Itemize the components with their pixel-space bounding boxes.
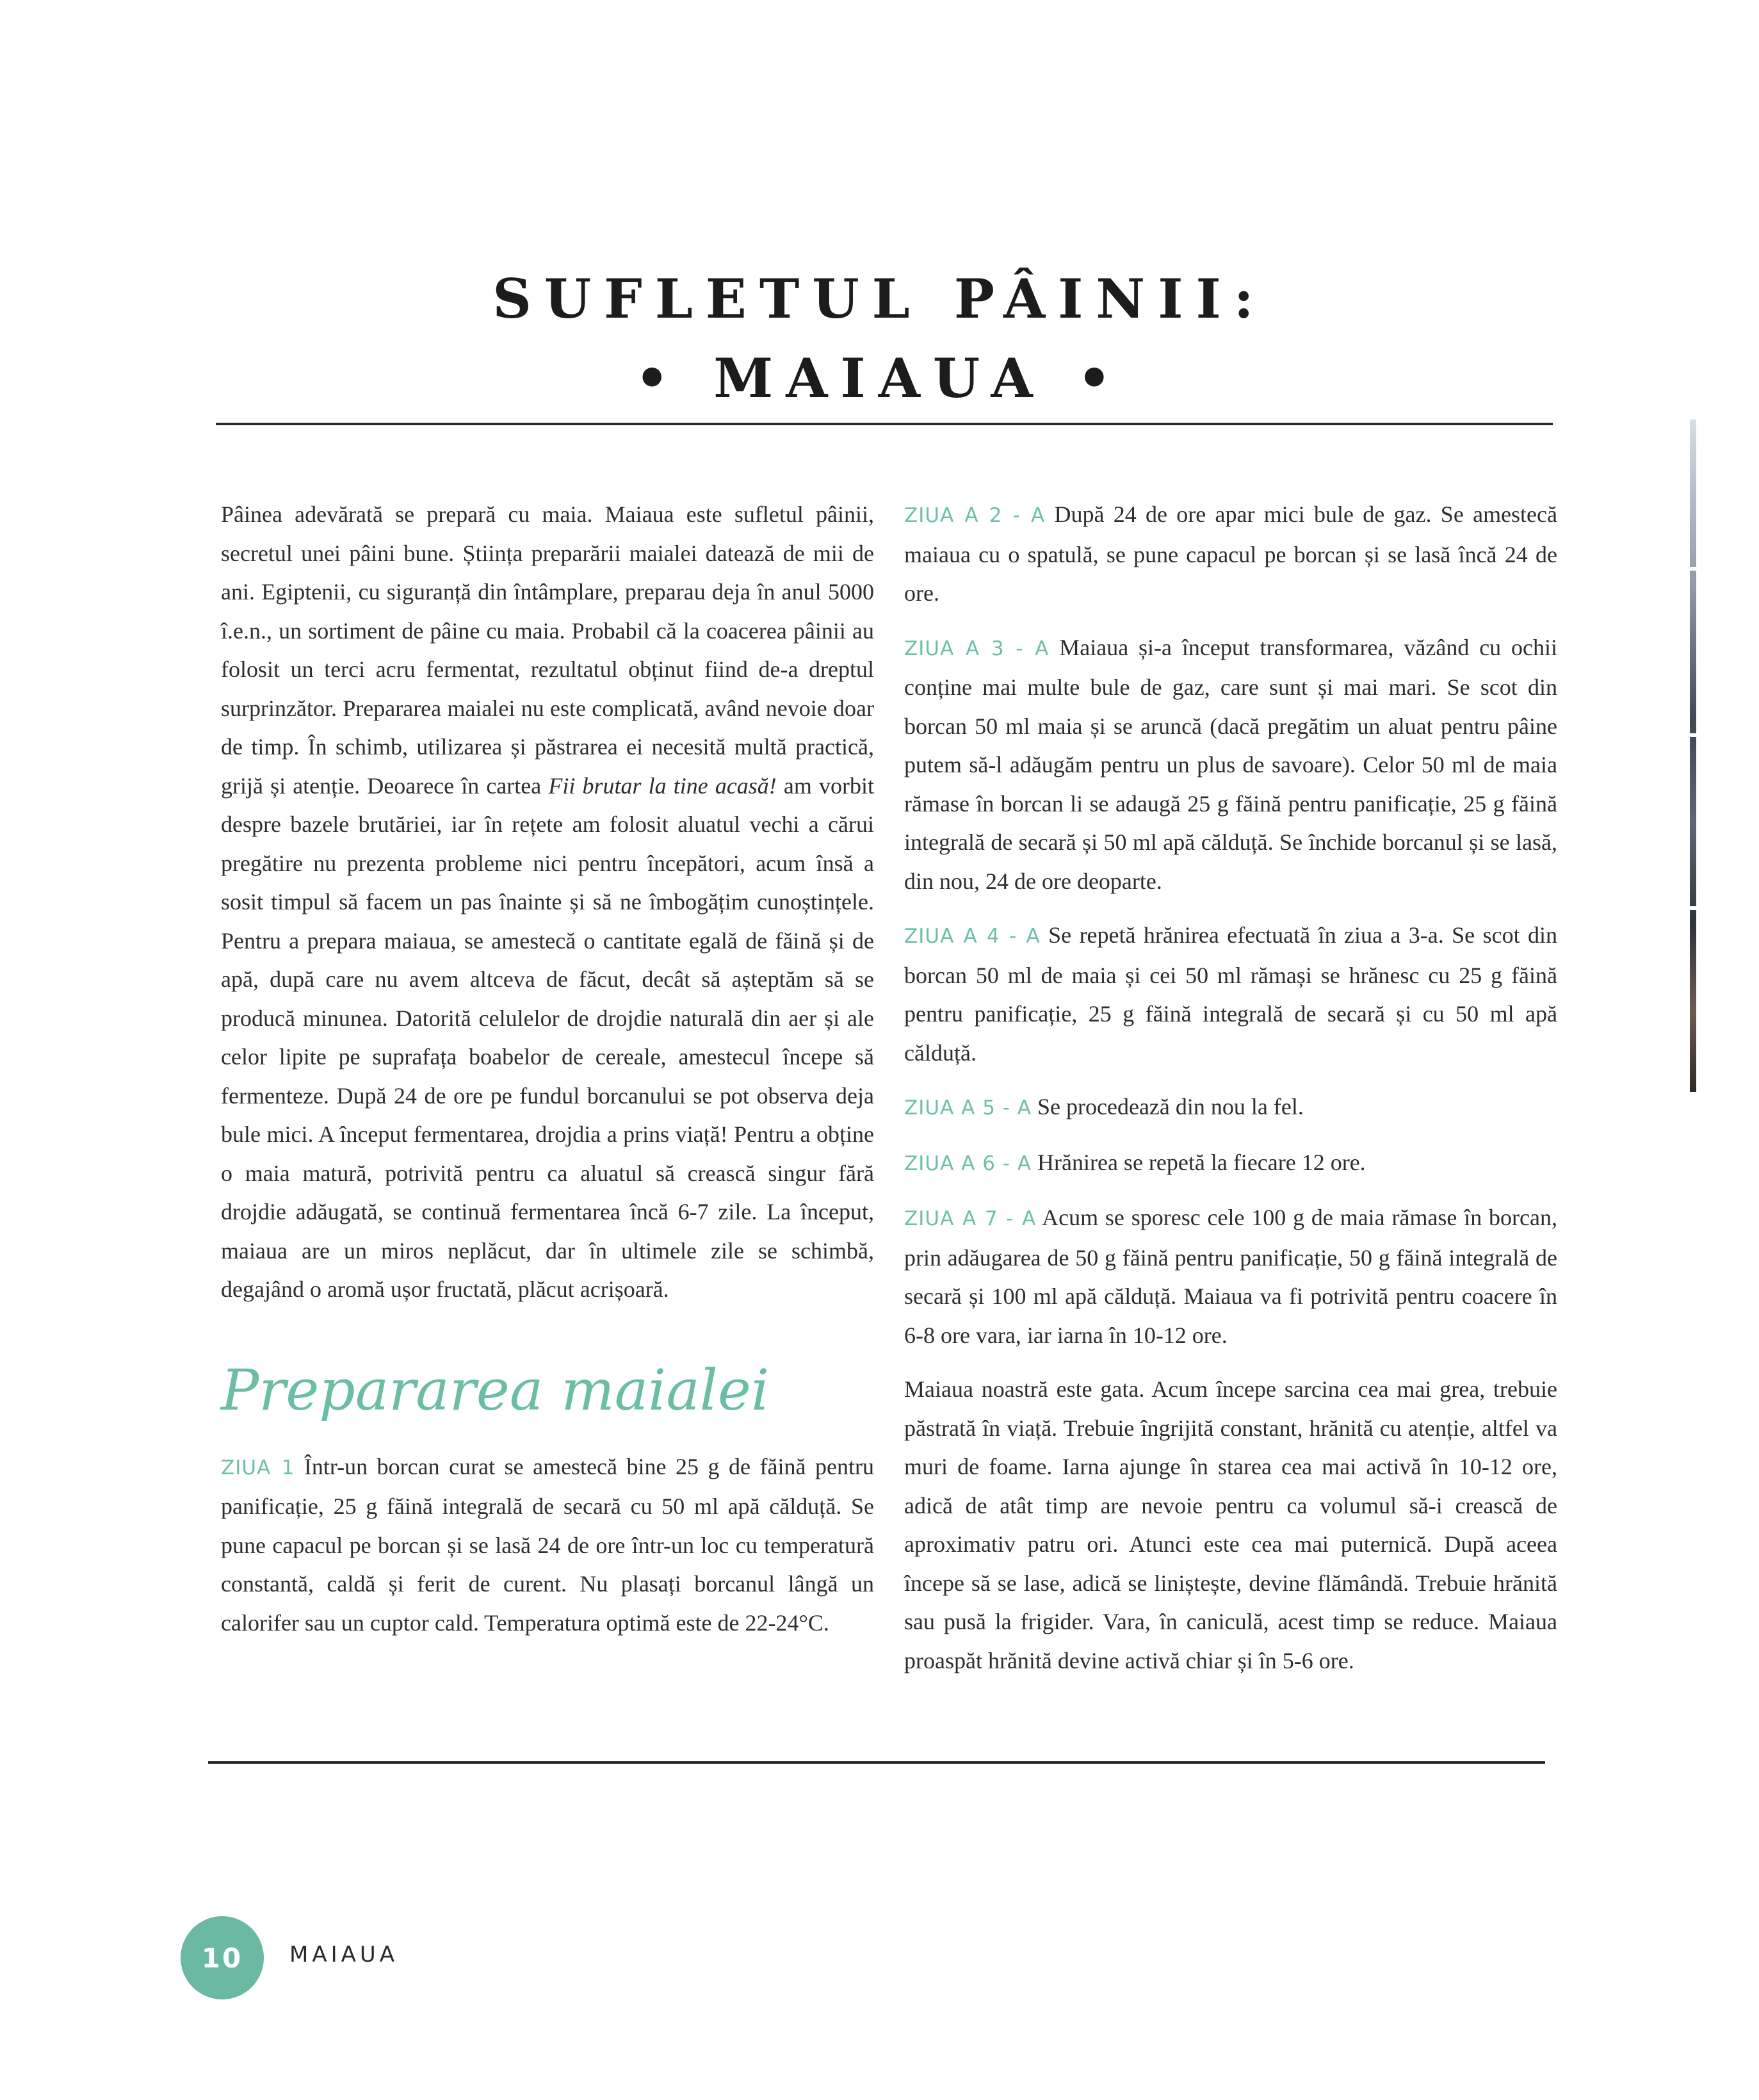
day-1-paragraph (221, 1447, 874, 1643)
title-line-1: SUFLETUL PÂINII: (492, 267, 1267, 330)
intro-text-b: am vorbit despre bazele brutăriei, iar în rețete am folosit aluatul vechi a cărui pregătire nu prezenta probleme nici pentru începători, acum însă a sosit timpul să facem un pas înainte și să ne îmbogățim cunoștințele. Pentru a prepara maiaua, se amestecă o cantitate egală de făină și de apă, după care nu avem altceva de făcut, decât să așteptăm să se producă minunea. Datorită celulelor de drojdie naturală din aer și ale celor lipite pe suprafața boabelor de cereale, amestecul începe să fermenteze. După 24 de ore pe fundul borcanului se pot observa deja bule mici. A început fermentarea, drojdia a prins viață! Pentru a obține o maia matură, potrivită pentru ca aluatul să crească singur fără drojdie adăugată, se continuă fermentarea încă 6-7 zile. La început, maiaua are un miros neplăcut, dar în ultimele zile se schimbă, degajând o aromă ușor fructată, plăcut acrișoară. (221, 772, 874, 1302)
edge-photo-strip (1690, 419, 1696, 1092)
day-3-paragraph (904, 628, 1557, 901)
left-column (221, 495, 874, 1642)
intro-paragraph (221, 495, 874, 1309)
edge-strip-tick (1690, 906, 1696, 910)
day-1-text: Într-un borcan curat se amestecă bine 25 g de făină pentru panificație, 25 g făină integrală de secară cu 50 ml apă călduță. Se pune capacul pe borcan și se lasă 24 de ore într-un loc cu temperatură constantă, caldă și ferit de curent. Nu plasați borcanul lângă un calorifer sau un cuptor cald. Temperatura optimă este de 22-24°C. (221, 1453, 874, 1636)
day-2-paragraph (904, 495, 1557, 613)
day-6-paragraph (904, 1143, 1557, 1184)
day-3-label: ZIUA A 3 - A (904, 637, 1050, 660)
running-head: MAIAUA (289, 1942, 399, 1967)
section-heading: Prepararea maialei (221, 1356, 770, 1423)
day-1-label: ZIUA 1 (221, 1456, 295, 1479)
book-title: Fii brutar la tine acasă! (548, 772, 777, 799)
day-6-label: ZIUA A 6 - A (904, 1152, 1032, 1175)
edge-strip-tick (1690, 567, 1696, 571)
day-5-paragraph (904, 1087, 1557, 1128)
day-3-text: Maiaua și-a început transformarea, văzând cu ochii conține mai multe bule de gaz, care sunt și mai mari. Se scot din borcan 50 ml maia și se aruncă (dacă pregătim un aluat pentru pâine putem să-l adăugăm pentru un plus de savoare). Celor 50 ml de maia rămase în borcan li se adaugă 25 g făină pentru panificație, 25 g făină integrală de secară și 50 ml apă călduță. Se închide borcanul și se lasă, din nou, 24 de ore deoparte. (904, 634, 1557, 894)
day-4-label: ZIUA A 4 - A (904, 925, 1041, 948)
bottom-divider (208, 1761, 1545, 1764)
day-2-label: ZIUA A 2 - A (904, 504, 1046, 527)
day-7-text: Acum se sporesc cele 100 g de maia rămase în borcan, prin adăugarea de 50 g făină pentru panificație, 50 g făină integrală de secară și 100 ml apă călduță. Maiaua va fi potrivită pentru coacere în 6-8 ore vara, iar iarna în 10-12 ore. (904, 1205, 1557, 1348)
top-divider (216, 423, 1553, 425)
right-column (904, 495, 1557, 1695)
day-7-label: ZIUA A 7 - A (904, 1207, 1037, 1230)
day-5-text: Se procedează din nou la fel. (1032, 1094, 1304, 1119)
closing-paragraph: Maiaua noastră este gata. Acum începe sarcina cea mai grea, trebuie păstrată în viață. Trebuie îngrijită constant, hrănită cu atenție, altfel va muri de foame. Iarna ajunge în starea cea mai activă în 10-12 ore, adică de atât timp are nevoie pentru ca volumul să-i crească de aproximativ patru ori. Atunci este cea mai puternică. După aceea începe să se lase, adică se liniștește, devine flămândă. Trebuie hrănită sau pusă la frigider. Vara, în caniculă, acest timp se reduce. Maiaua proaspăt hrănită devine activă chiar și în 5-6 ore. (904, 1376, 1557, 1673)
title-line-2: • MAIAUA • (635, 346, 1124, 410)
day-5-label: ZIUA A 5 - A (904, 1096, 1032, 1119)
day-2-text: După 24 de ore apar mici bule de gaz. Se amestecă maiaua cu o spatulă, se pune capacul pe borcan și se lasă încă 24 de ore. (904, 501, 1557, 606)
day-6-text: Hrănirea se repetă la fiecare 12 ore. (1032, 1149, 1366, 1175)
day-7-paragraph (904, 1198, 1557, 1355)
intro-text-a: Pâinea adevărată se prepară cu maia. Maiaua este sufletul pâinii, secretul unei pâini bune. Știința preparării maialei datează de mii de ani. Egiptenii, cu siguranță din întâmplare, preparau deja în anul 5000 î.e.n., un sortiment de pâine cu maia. Probabil că la coacerea pâinii au folosit un terci acru fermentat, rezultatul obținut fiind de-a dreptul surprinzător. Prepararea maialei nu este complicată, având nevoie doar de timp. În schimb, utilizarea și păstrarea ei necesită multă practică, grijă și atenție. Deoarece în cartea (221, 501, 874, 799)
edge-strip-tick (1690, 733, 1696, 737)
day-4-text: Se repetă hrănirea efectuată în ziua a 3-a. Se scot din borcan 50 ml de maia și cei 50 ml rămași se hrănesc cu 25 g făină pentru panificație, 25 g făină integrală de secară și cu 50 ml apă călduță. (904, 922, 1558, 1066)
page-title (0, 259, 1759, 418)
day-4-paragraph (904, 916, 1557, 1072)
page-number-badge: 10 (181, 1916, 264, 1999)
